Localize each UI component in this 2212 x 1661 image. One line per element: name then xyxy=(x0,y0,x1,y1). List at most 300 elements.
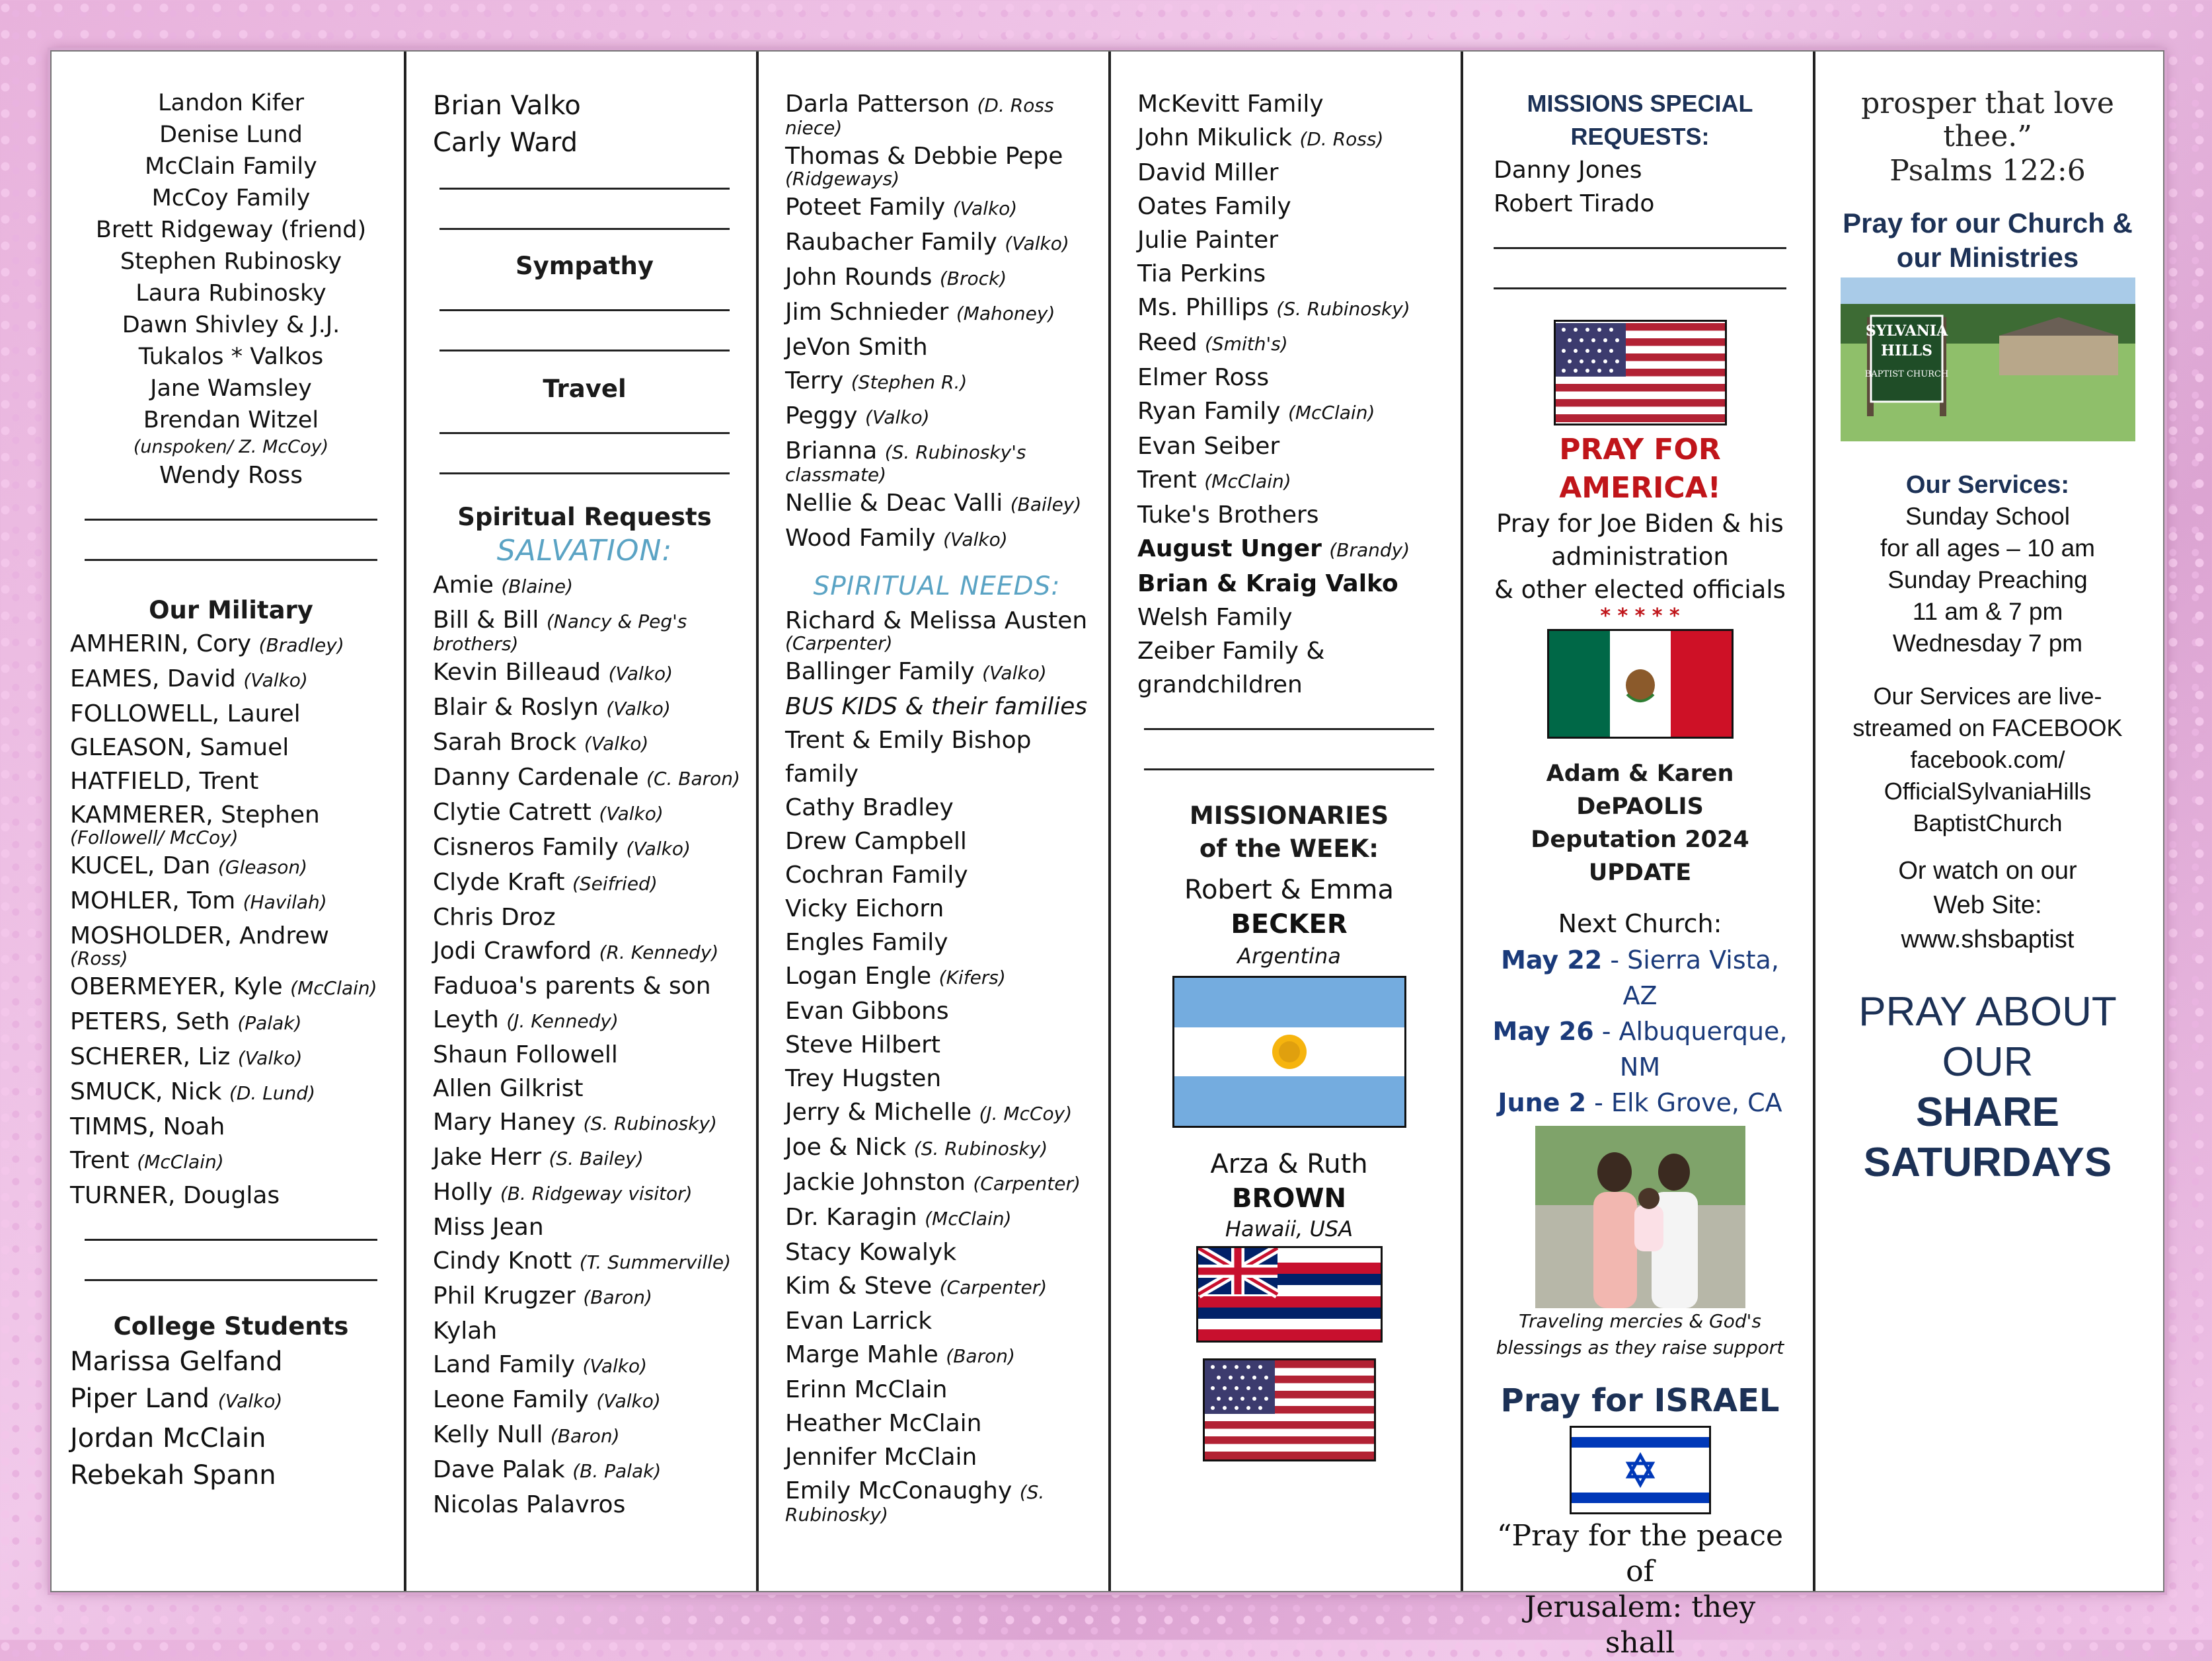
list-item xyxy=(785,1200,1088,1236)
list-item xyxy=(70,884,384,919)
item-name: Logan Engle xyxy=(785,963,932,990)
column-3 xyxy=(756,52,1108,1591)
item-name: Zeiber Family & xyxy=(1137,638,1325,665)
spiritual-needs-list xyxy=(785,604,1088,1526)
item-name: BUS KIDS & their families xyxy=(785,693,1088,720)
item-name: Leone Family xyxy=(433,1386,589,1413)
list-item xyxy=(785,399,1088,434)
item-name: TIMMS, Noah xyxy=(70,1113,225,1140)
list-item xyxy=(70,1420,384,1457)
stop-place-line-2: AZ xyxy=(1622,981,1658,1010)
list-line: streamed on FACEBOOK xyxy=(1852,714,2123,741)
item-note: (D. Lund) xyxy=(229,1082,315,1104)
item-name: EAMES, David xyxy=(70,665,236,692)
item-name: Trey Hugsten xyxy=(785,1065,942,1092)
column-4 xyxy=(1108,52,1461,1591)
blank-line xyxy=(439,283,730,311)
list-item xyxy=(785,1095,1088,1130)
list-item xyxy=(785,1373,1088,1407)
list-item xyxy=(433,1175,736,1210)
list-item xyxy=(785,858,1088,892)
psalm-verse-2: thee.” xyxy=(1943,120,2032,153)
list-line: administration xyxy=(1551,542,1729,571)
list-item xyxy=(1137,601,1441,634)
list-item xyxy=(1137,121,1441,156)
item-name: FOLLOWELL, Laurel xyxy=(70,700,301,727)
list-item xyxy=(70,731,384,764)
list-item xyxy=(433,795,736,830)
item-note: (S. Rubinosky's xyxy=(884,441,1026,463)
item-name: Dr. Karagin xyxy=(785,1204,917,1231)
item-name: Miss Jean xyxy=(433,1214,544,1241)
mexico-flag-icon xyxy=(1547,629,1734,739)
column-2 xyxy=(404,52,756,1591)
item-note: (McClain) xyxy=(290,977,377,999)
item-name: Poteet Family xyxy=(785,194,946,221)
list-item xyxy=(1137,634,1441,668)
usa-flag-icon xyxy=(1203,1358,1376,1461)
item-note: (B. Ridgeway visitor) xyxy=(500,1183,693,1204)
missionary-1-place: Argentina xyxy=(1237,943,1341,969)
psalm-verse-1: prosper that love xyxy=(1861,87,2114,120)
list-item xyxy=(433,1488,736,1522)
college-heading: College Students xyxy=(113,1312,349,1341)
item-note: (S. Rubinosky) xyxy=(583,1113,717,1134)
blank-line xyxy=(85,521,377,561)
item-name: Trent xyxy=(1137,466,1197,494)
list-line: BaptistChurch xyxy=(1913,809,2063,836)
item-note: (Valko) xyxy=(952,198,1018,219)
item-name: Jordan McClain xyxy=(70,1423,266,1454)
item-note: (Valko) xyxy=(237,1047,303,1069)
military-heading: Our Military xyxy=(149,596,313,624)
item-name: Stacy Kowalyk xyxy=(785,1239,957,1266)
deputation-stops xyxy=(1487,942,1793,1121)
item-name: Jennifer McClain xyxy=(785,1444,977,1471)
blank-line xyxy=(439,406,730,434)
item-name: grandchildren xyxy=(1137,671,1303,698)
item-note: (Bailey) xyxy=(1010,494,1082,515)
list-line: Sunday Preaching xyxy=(1888,566,2088,593)
list-item xyxy=(785,190,1088,225)
item-note: (R. Kennedy) xyxy=(599,941,719,963)
list-item xyxy=(1137,498,1441,532)
item-name: McKevitt Family xyxy=(1137,91,1324,118)
argentina-flag-icon xyxy=(1172,976,1406,1128)
list-item xyxy=(785,295,1088,330)
item-note: (Blaine) xyxy=(501,575,574,597)
item-name: Jackie Johnston xyxy=(785,1169,966,1196)
item-note: Rubinosky) xyxy=(785,1504,888,1526)
list-line: Jane Wamsley xyxy=(150,375,312,402)
item-note: (Smith's) xyxy=(1205,333,1288,355)
blank-line xyxy=(439,311,730,351)
list-item xyxy=(1137,223,1441,257)
item-name: KUCEL, Dan xyxy=(70,852,211,879)
item-name: Engles Family xyxy=(785,929,948,956)
military-list xyxy=(70,627,384,1212)
list-item xyxy=(785,1165,1088,1200)
photo-caption-2: blessings as they raise support xyxy=(1496,1337,1784,1358)
item-name: Nellie & Deac Valli xyxy=(785,490,1003,517)
blank-line xyxy=(1494,221,1786,249)
list-line: Pray for Joe Biden & his xyxy=(1496,509,1784,538)
list-item xyxy=(70,970,384,1005)
list-line: McClain Family xyxy=(145,153,317,180)
depaolis-heading-1: Adam & Karen DePAOLIS xyxy=(1546,760,1734,820)
item-name: SCHERER, Liz xyxy=(70,1043,231,1070)
travel-heading: Travel xyxy=(543,375,627,403)
item-name: Drew Campbell xyxy=(785,828,967,855)
item-name: Julie Painter xyxy=(1137,227,1279,254)
item-name: MOSHOLDER, Andrew xyxy=(70,922,329,949)
list-item xyxy=(433,1348,736,1383)
list-item xyxy=(1137,361,1441,394)
list-item xyxy=(1137,668,1441,702)
list-item xyxy=(785,1062,1088,1095)
blank-line xyxy=(1494,249,1786,289)
list-item xyxy=(433,1314,736,1348)
list-item xyxy=(433,1038,736,1072)
item-name: Kylah xyxy=(433,1317,498,1345)
list-line: Tukalos * Valkos xyxy=(138,344,324,370)
item-name: Tuke's Brothers xyxy=(1137,501,1319,529)
america-prayer-text xyxy=(1487,507,1793,607)
item-note: (Valko) xyxy=(582,1355,648,1377)
list-line: Web Site: xyxy=(1933,891,2042,919)
item-note: (Valko) xyxy=(217,1390,283,1412)
depaolis-heading-2: Deputation 2024 UPDATE xyxy=(1531,827,1749,886)
list-item xyxy=(70,825,384,849)
list-item xyxy=(433,934,736,969)
list-item xyxy=(785,791,1088,825)
item-name: Amie xyxy=(433,572,494,599)
list-line: Dawn Shivley & J.J. xyxy=(122,312,340,338)
item-name: Kevin Billeaud xyxy=(433,659,601,686)
missionary-2-place: Hawaii, USA xyxy=(1225,1216,1354,1241)
item-name: Evan Gibbons xyxy=(785,998,949,1025)
item-name: Joe & Nick xyxy=(785,1134,907,1161)
list-item xyxy=(785,521,1088,556)
item-name: Danny Cardenale xyxy=(433,764,639,791)
item-name: Ms. Phillips xyxy=(1137,294,1269,321)
item-name: Nicolas Palavros xyxy=(433,1491,626,1518)
item-name: Jake Herr xyxy=(433,1144,542,1171)
item-note: (Baron) xyxy=(550,1425,620,1447)
item-name: Clyde Kraft xyxy=(433,869,565,896)
list-item xyxy=(70,1005,384,1040)
list-item xyxy=(785,926,1088,959)
item-name: Jodi Crawford xyxy=(433,938,592,965)
item-name: Brianna xyxy=(785,437,878,464)
item-note: (Ridgeways) xyxy=(785,168,900,190)
blank-line xyxy=(85,1212,377,1241)
blank-line xyxy=(85,1241,377,1281)
item-note: (Followell/ McCoy) xyxy=(70,827,239,848)
list-item xyxy=(433,830,736,866)
item-name: JeVon Smith xyxy=(785,334,928,361)
item-note: niece) xyxy=(785,117,843,139)
share-line-1: PRAY ABOUT xyxy=(1858,989,2117,1035)
item-note: (Valko) xyxy=(599,803,664,825)
item-note: (Valko) xyxy=(982,662,1047,684)
list-item xyxy=(433,1140,736,1175)
list-item xyxy=(785,486,1088,521)
item-note: (Havilah) xyxy=(243,891,327,913)
column-5 xyxy=(1461,52,1813,1660)
item-name: August Unger xyxy=(1137,535,1322,562)
list-item xyxy=(785,1407,1088,1440)
item-name: Cochran Family xyxy=(785,862,968,889)
pray-for-church-heading-1: Pray for our Church & xyxy=(1843,207,2133,239)
deputation-stop xyxy=(1487,1014,1793,1049)
item-note: (Stephen R.) xyxy=(851,371,968,393)
list-line: Brett Ridgeway (friend) xyxy=(95,217,367,243)
item-note: (Valko) xyxy=(584,733,649,755)
item-note: (Ross) xyxy=(70,947,128,969)
item-name: David Miller xyxy=(1137,159,1279,186)
list-item xyxy=(433,866,736,901)
missions-special-list xyxy=(1487,153,1793,221)
list-item xyxy=(433,1105,736,1140)
list-item xyxy=(1137,291,1441,326)
deputation-stop xyxy=(1487,1085,1793,1121)
item-name: OBERMEYER, Kyle xyxy=(70,973,283,1000)
list-item xyxy=(785,364,1088,399)
item-note: classmate) xyxy=(785,464,887,486)
list-item xyxy=(1137,567,1441,601)
blank-line xyxy=(439,161,730,190)
witzel-note: (unspoken/ Z. McCoy) xyxy=(133,437,329,457)
list-item xyxy=(1137,429,1441,463)
blank-line xyxy=(439,190,730,230)
list-line: McCoy Family xyxy=(151,185,311,211)
item-note: (Baron) xyxy=(946,1345,1015,1367)
missionary-2-last: BROWN xyxy=(1232,1183,1346,1214)
item-name: Trent xyxy=(70,1147,130,1174)
list-item xyxy=(433,655,736,690)
item-name: Elmer Ross xyxy=(1137,364,1270,391)
list-item xyxy=(785,1028,1088,1062)
item-name: AMHERIN, Cory xyxy=(70,630,252,657)
list-item xyxy=(433,1383,736,1418)
list-item xyxy=(433,1210,736,1244)
item-note: (C. Baron) xyxy=(646,768,740,790)
stars-divider: * * * * * xyxy=(1600,605,1680,628)
item-note: (Bradley) xyxy=(258,634,344,656)
column-6 xyxy=(1813,52,2160,1591)
item-name: KAMMERER, Stephen xyxy=(70,801,320,829)
pray-for-israel-heading: Pray for ISRAEL xyxy=(1500,1382,1780,1419)
list-item xyxy=(433,1279,736,1314)
list-line: Our Services are live- xyxy=(1873,683,2102,710)
list-line: Wednesday 7 pm xyxy=(1892,630,2083,657)
item-name: Wood Family xyxy=(785,525,936,552)
list-item xyxy=(433,1418,736,1453)
list-item xyxy=(70,1040,384,1075)
item-note: (McClain) xyxy=(925,1208,1012,1230)
list-line: Landon Kifer xyxy=(158,90,304,116)
item-name: Heather McClain xyxy=(785,1410,982,1437)
list-item xyxy=(785,225,1088,260)
list-item xyxy=(433,690,736,725)
sign-text-1: SYLVANIA xyxy=(1865,322,1948,340)
list-line: for all ages – 10 am xyxy=(1880,535,2095,562)
stop-date: May 22 xyxy=(1501,945,1603,975)
item-note: (McClain) xyxy=(1287,402,1375,424)
item-note: (B. Palak) xyxy=(572,1460,662,1482)
item-name: Welsh Family xyxy=(1137,604,1293,631)
item-name: Blair & Roslyn xyxy=(433,694,599,721)
column-2-top-names xyxy=(433,87,736,161)
list-item xyxy=(785,260,1088,295)
stop-place: - Elk Grove, CA xyxy=(1586,1088,1782,1117)
item-name: Peggy xyxy=(785,402,858,429)
item-name: Cisneros Family xyxy=(433,834,619,861)
item-name: Marissa Gelfand xyxy=(70,1347,283,1377)
list-item xyxy=(433,568,736,603)
item-name: Jim Schnieder xyxy=(785,299,949,326)
list-item xyxy=(433,1072,736,1105)
list-item xyxy=(433,760,740,795)
item-name: TURNER, Douglas xyxy=(70,1182,280,1209)
item-note: (Valko) xyxy=(243,669,308,691)
list-item xyxy=(785,1338,1088,1373)
sign-text-2: HILLS xyxy=(1880,342,1932,359)
list-item xyxy=(1137,190,1441,223)
list-item xyxy=(1137,156,1441,190)
item-name: Darla Patterson xyxy=(785,91,970,118)
item-name: MOHLER, Tom xyxy=(70,887,236,914)
list-line: Carly Ward xyxy=(433,128,578,158)
item-name: Bill & Bill xyxy=(433,607,539,634)
item-note: (J. McCoy) xyxy=(979,1103,1073,1125)
item-note: (S. Bailey) xyxy=(549,1148,644,1169)
list-line: Brian Valko xyxy=(433,91,581,121)
blank-line xyxy=(85,492,377,521)
item-name: Kelly Null xyxy=(433,1421,543,1448)
item-name: Allen Gilkrist xyxy=(433,1075,584,1102)
item-note: (Valko) xyxy=(943,529,1008,550)
list-item xyxy=(433,1244,736,1279)
item-note: (Valko) xyxy=(1005,233,1069,254)
item-note: (J. Kennedy) xyxy=(506,1010,619,1032)
item-name: John Rounds xyxy=(785,264,933,291)
list-line: Denise Lund xyxy=(159,122,303,148)
missions-special-heading-2: REQUESTS: xyxy=(1570,123,1710,150)
column-1 xyxy=(52,52,404,1591)
prayer-list-top xyxy=(78,87,384,436)
item-name: Tia Perkins xyxy=(1137,260,1266,287)
list-item xyxy=(785,892,1088,926)
list-item xyxy=(785,1440,1088,1474)
list-line: Danny Jones xyxy=(1494,157,1642,184)
list-item xyxy=(785,655,1088,690)
missionary-1-names: Robert & Emma xyxy=(1184,875,1394,905)
missionary-family-photo xyxy=(1535,1126,1745,1308)
item-name: Piper Land xyxy=(70,1384,210,1414)
item-name: Vicky Eichorn xyxy=(785,895,944,922)
list-item xyxy=(70,1179,384,1212)
item-note: (McClain) xyxy=(137,1151,224,1173)
stop-date: May 26 xyxy=(1492,1017,1594,1046)
salvation-list xyxy=(433,568,740,1522)
list-item xyxy=(70,1343,384,1380)
item-note: (Valko) xyxy=(626,838,691,860)
item-name: Chris Droz xyxy=(433,904,556,931)
list-item xyxy=(70,627,384,662)
item-name: Land Family xyxy=(433,1351,576,1378)
item-name: Cathy Bradley xyxy=(785,794,954,821)
israel-verse-1: “Pray for the peace of xyxy=(1496,1519,1784,1588)
stop-date: June 2 xyxy=(1498,1088,1587,1117)
bulletin-page xyxy=(50,50,2164,1660)
list-item xyxy=(785,1236,1088,1269)
item-name: Evan Larrick xyxy=(785,1308,933,1335)
wendy-ross: Wendy Ross xyxy=(159,462,303,489)
services-list xyxy=(1835,501,2140,659)
item-name: Sarah Brock xyxy=(433,729,577,756)
item-name: Leyth xyxy=(433,1006,499,1033)
stop-place: - Sierra Vista, xyxy=(1602,945,1779,975)
list-line: 11 am & 7 pm xyxy=(1912,598,2063,625)
list-item xyxy=(70,1457,384,1494)
item-name: Holly xyxy=(433,1179,493,1206)
photo-caption-1: Traveling mercies & God's xyxy=(1519,1310,1761,1332)
column-3-list-top xyxy=(785,87,1088,556)
list-item xyxy=(785,1269,1088,1304)
missionaries-heading-1: MISSIONARIES xyxy=(1189,801,1389,830)
list-item xyxy=(1137,532,1441,567)
item-name: Evan Seiber xyxy=(1137,433,1280,460)
list-line: Or watch on our xyxy=(1898,857,2077,885)
item-name: Emily McConaughy xyxy=(785,1477,1012,1504)
usa-flag-icon xyxy=(1554,320,1727,425)
item-name: Phil Krugzer xyxy=(433,1282,576,1310)
blank-line xyxy=(1144,730,1434,770)
spiritual-requests-heading: Spiritual Requests xyxy=(457,503,712,531)
spiritual-needs-heading: SPIRITUAL NEEDS: xyxy=(813,572,1061,601)
item-name: Steve Hilbert xyxy=(785,1031,941,1058)
israel-verse-2: Jerusalem: they shall xyxy=(1524,1590,1756,1660)
item-note: (Brock) xyxy=(939,268,1007,289)
item-name: Jerry & Michelle xyxy=(785,1099,972,1126)
hawaii-flag-icon xyxy=(1196,1246,1383,1343)
services-heading: Our Services: xyxy=(1905,471,2070,499)
list-item xyxy=(1137,463,1441,498)
share-line-2: OUR xyxy=(1942,1039,2034,1085)
item-name: Reed xyxy=(1137,329,1198,356)
item-name: Dave Palak xyxy=(433,1456,565,1483)
list-line: Stephen Rubinosky xyxy=(120,248,342,275)
item-note: (S. Rubinosky) xyxy=(913,1138,1048,1160)
list-item xyxy=(785,330,1088,364)
list-item xyxy=(70,1075,384,1110)
list-item xyxy=(433,1453,736,1488)
list-item xyxy=(70,1380,384,1420)
list-item xyxy=(785,959,1088,994)
pray-for-church-heading-2: our Ministries xyxy=(1896,242,2079,273)
column-4-list xyxy=(1137,87,1441,702)
item-note: brothers) xyxy=(433,633,519,655)
list-item xyxy=(70,697,384,731)
item-note: (Nancy & Peg's xyxy=(546,610,687,632)
item-note: (Gleason) xyxy=(217,856,308,878)
list-item xyxy=(785,1304,1088,1338)
blank-line xyxy=(1144,702,1434,730)
item-name: Ryan Family xyxy=(1137,398,1281,425)
list-line: Laura Rubinosky xyxy=(135,280,326,307)
